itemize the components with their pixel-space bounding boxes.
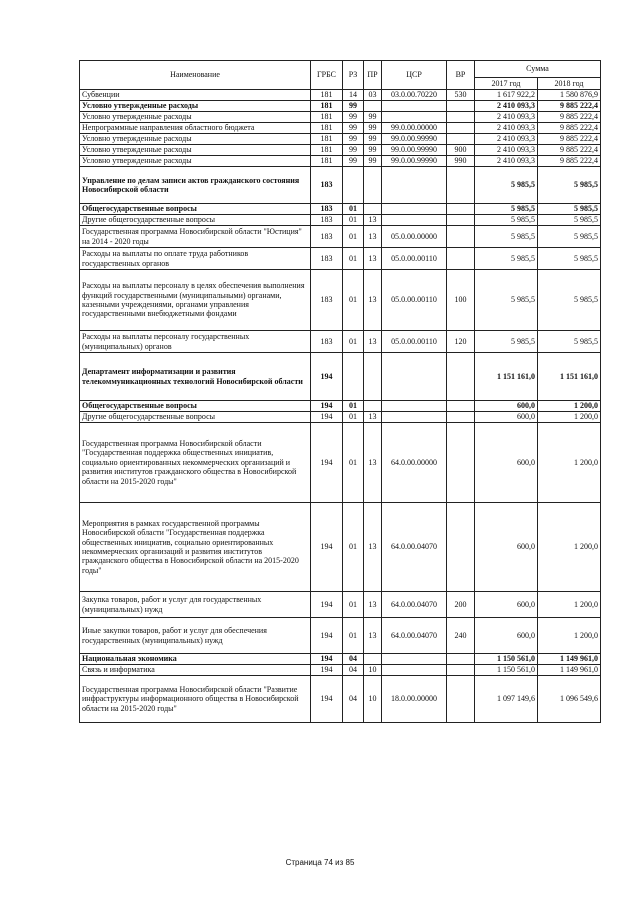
cell-y2017: 600,0 (475, 503, 538, 592)
cell-name: Условно утвержденные расходы (80, 134, 311, 145)
cell-vr: 990 (447, 156, 475, 167)
cell-csr: 05.0.00.00110 (382, 270, 447, 331)
header-name: Наименование (80, 61, 311, 90)
cell-csr: 99.0.00.99990 (382, 156, 447, 167)
cell-rz: 01 (343, 618, 364, 654)
cell-y2018: 5 985,5 (538, 215, 601, 226)
table-row (80, 676, 601, 723)
cell-grbs: 183 (311, 331, 343, 353)
cell-rz: 01 (343, 226, 364, 248)
table-row (80, 90, 601, 101)
cell-grbs: 194 (311, 353, 343, 401)
cell-pr (364, 353, 382, 401)
cell-vr (447, 167, 475, 204)
cell-rz: 04 (343, 676, 364, 723)
cell-csr (382, 167, 447, 204)
cell-rz: 99 (343, 101, 364, 112)
table-row (80, 156, 601, 167)
cell-csr: 05.0.00.00110 (382, 331, 447, 353)
cell-y2018: 5 985,5 (538, 331, 601, 353)
cell-grbs: 194 (311, 665, 343, 676)
cell-grbs: 181 (311, 112, 343, 123)
cell-vr (447, 134, 475, 145)
cell-csr (382, 665, 447, 676)
table-row (80, 101, 601, 112)
cell-pr: 13 (364, 270, 382, 331)
header-year-2018: 2018 год (538, 78, 601, 90)
cell-name: Государственная программа Новосибирской области "Юстиция" на 2014 - 2020 годы (80, 226, 311, 248)
cell-grbs: 181 (311, 90, 343, 101)
cell-y2017: 2 410 093,3 (475, 156, 538, 167)
cell-vr (447, 353, 475, 401)
cell-y2018: 9 885 222,4 (538, 134, 601, 145)
cell-y2018: 1 580 876,9 (538, 90, 601, 101)
cell-rz: 01 (343, 204, 364, 215)
cell-vr (447, 412, 475, 423)
cell-rz: 01 (343, 270, 364, 331)
table-row (80, 270, 601, 331)
cell-vr (447, 676, 475, 723)
table-row (80, 654, 601, 665)
cell-vr (447, 112, 475, 123)
cell-y2018: 1 200,0 (538, 618, 601, 654)
cell-csr: 18.0.00.00000 (382, 676, 447, 723)
header-csr: ЦСР (382, 61, 447, 90)
cell-y2017: 5 985,5 (475, 226, 538, 248)
cell-rz: 99 (343, 156, 364, 167)
cell-name: Условно утвержденные расходы (80, 112, 311, 123)
cell-grbs: 181 (311, 134, 343, 145)
cell-name: Департамент информатизации и развития телекоммуникационных технологий Новосибирской области (80, 353, 311, 401)
cell-pr (364, 167, 382, 204)
cell-y2017: 600,0 (475, 412, 538, 423)
cell-y2017: 600,0 (475, 592, 538, 618)
cell-y2017: 5 985,5 (475, 167, 538, 204)
cell-y2018: 5 985,5 (538, 270, 601, 331)
cell-y2017: 5 985,5 (475, 215, 538, 226)
cell-grbs: 183 (311, 248, 343, 270)
cell-rz: 01 (343, 331, 364, 353)
cell-y2017: 2 410 093,3 (475, 123, 538, 134)
cell-name: Условно утвержденные расходы (80, 145, 311, 156)
cell-pr: 13 (364, 412, 382, 423)
cell-grbs: 183 (311, 204, 343, 215)
cell-grbs: 194 (311, 676, 343, 723)
page-footer (0, 858, 640, 867)
cell-rz: 01 (343, 423, 364, 503)
cell-y2018: 5 985,5 (538, 167, 601, 204)
cell-csr (382, 401, 447, 412)
budget-table (79, 60, 601, 723)
cell-name: Субвенции (80, 90, 311, 101)
cell-pr: 13 (364, 331, 382, 353)
cell-y2018: 5 985,5 (538, 204, 601, 215)
cell-y2017: 1 617 922,2 (475, 90, 538, 101)
cell-csr: 05.0.00.00000 (382, 226, 447, 248)
cell-grbs: 183 (311, 270, 343, 331)
cell-y2018: 1 200,0 (538, 401, 601, 412)
cell-y2018: 9 885 222,4 (538, 123, 601, 134)
table-row (80, 592, 601, 618)
cell-pr: 13 (364, 215, 382, 226)
cell-csr: 64.0.00.04070 (382, 503, 447, 592)
table-row (80, 167, 601, 204)
cell-name: Управление по делам записи актов гражданского состояния Новосибирской области (80, 167, 311, 204)
cell-pr: 99 (364, 134, 382, 145)
cell-pr (364, 101, 382, 112)
cell-y2018: 1 096 549,6 (538, 676, 601, 723)
cell-y2017: 1 150 561,0 (475, 654, 538, 665)
cell-vr (447, 654, 475, 665)
cell-y2017: 5 985,5 (475, 270, 538, 331)
cell-y2018: 1 149 961,0 (538, 665, 601, 676)
cell-csr: 03.0.00.70220 (382, 90, 447, 101)
table-row (80, 123, 601, 134)
cell-name: Условно утвержденные расходы (80, 101, 311, 112)
cell-grbs: 183 (311, 167, 343, 204)
cell-csr: 64.0.00.04070 (382, 592, 447, 618)
cell-y2017: 5 985,5 (475, 331, 538, 353)
cell-y2017: 5 985,5 (475, 248, 538, 270)
cell-grbs: 181 (311, 145, 343, 156)
cell-name: Расходы на выплаты персоналу государственных (муниципальных) органов (80, 331, 311, 353)
header-rz: РЗ (343, 61, 364, 90)
cell-name: Государственная программа Новосибирской области "Развитие инфраструктуры информационного общества в Новосибирской области на 2015-2020 годы" (80, 676, 311, 723)
header-year-2017: 2017 год (475, 78, 538, 90)
cell-csr: 99.0.00.00000 (382, 123, 447, 134)
cell-csr (382, 412, 447, 423)
table-row (80, 331, 601, 353)
cell-vr: 530 (447, 90, 475, 101)
cell-y2018: 1 200,0 (538, 503, 601, 592)
cell-rz: 01 (343, 248, 364, 270)
cell-rz (343, 167, 364, 204)
cell-rz: 99 (343, 112, 364, 123)
cell-pr: 13 (364, 592, 382, 618)
table-row (80, 112, 601, 123)
header-vr: ВР (447, 61, 475, 90)
cell-grbs: 194 (311, 412, 343, 423)
cell-rz: 14 (343, 90, 364, 101)
cell-name: Условно утвержденные расходы (80, 156, 311, 167)
cell-grbs: 194 (311, 401, 343, 412)
cell-rz: 01 (343, 592, 364, 618)
cell-name: Закупка товаров, работ и услуг для государственных (муниципальных) нужд (80, 592, 311, 618)
cell-vr: 240 (447, 618, 475, 654)
table-row (80, 401, 601, 412)
cell-y2018: 1 200,0 (538, 412, 601, 423)
page-number: Страница 74 из 85 (285, 858, 355, 867)
table-row (80, 618, 601, 654)
cell-vr (447, 423, 475, 503)
table-row (80, 412, 601, 423)
header-pr: ПР (364, 61, 382, 90)
cell-vr: 200 (447, 592, 475, 618)
cell-y2018: 5 985,5 (538, 226, 601, 248)
cell-y2018: 1 200,0 (538, 592, 601, 618)
cell-csr: 99.0.00.99990 (382, 145, 447, 156)
cell-rz: 01 (343, 401, 364, 412)
cell-vr (447, 215, 475, 226)
cell-vr (447, 401, 475, 412)
table-row (80, 248, 601, 270)
cell-y2017: 2 410 093,3 (475, 101, 538, 112)
table-row (80, 215, 601, 226)
cell-vr (447, 665, 475, 676)
cell-grbs: 194 (311, 654, 343, 665)
cell-csr (382, 112, 447, 123)
cell-grbs: 181 (311, 101, 343, 112)
cell-name: Связь и информатика (80, 665, 311, 676)
cell-pr: 10 (364, 665, 382, 676)
cell-vr (447, 101, 475, 112)
cell-vr (447, 226, 475, 248)
cell-pr: 99 (364, 123, 382, 134)
cell-vr: 100 (447, 270, 475, 331)
cell-grbs: 194 (311, 503, 343, 592)
cell-rz: 04 (343, 665, 364, 676)
cell-name: Общегосударственные вопросы (80, 401, 311, 412)
table-header (80, 61, 601, 90)
table-row (80, 134, 601, 145)
cell-y2017: 2 410 093,3 (475, 134, 538, 145)
cell-name: Иные закупки товаров, работ и услуг для обеспечения государственных (муниципальных) нужд (80, 618, 311, 654)
cell-pr: 13 (364, 618, 382, 654)
cell-grbs: 181 (311, 156, 343, 167)
cell-csr: 99.0.00.99990 (382, 134, 447, 145)
table-row (80, 423, 601, 503)
cell-y2017: 600,0 (475, 618, 538, 654)
cell-vr (447, 123, 475, 134)
cell-name: Национальная экономика (80, 654, 311, 665)
cell-grbs: 181 (311, 123, 343, 134)
cell-grbs: 183 (311, 215, 343, 226)
cell-grbs: 183 (311, 226, 343, 248)
table-row (80, 226, 601, 248)
table-row (80, 204, 601, 215)
cell-name: Мероприятия в рамках государственной программы Новосибирской области "Государственная поддержка общественных инициатив, социально ориентированных некоммерческих организаций и развития институтов гражданского общества в Новосибирской области на 2015-2020 годы" (80, 503, 311, 592)
cell-pr: 13 (364, 226, 382, 248)
cell-y2018: 1 200,0 (538, 423, 601, 503)
cell-name: Другие общегосударственные вопросы (80, 215, 311, 226)
cell-rz: 99 (343, 145, 364, 156)
cell-pr: 10 (364, 676, 382, 723)
cell-y2017: 600,0 (475, 423, 538, 503)
cell-y2017: 600,0 (475, 401, 538, 412)
cell-name: Государственная программа Новосибирской области "Государственная поддержка общественных инициатив, социально ориентированных некоммерческих организаций и развития институтов гражданского общества в Новосибирской области на 2015-2020 годы" (80, 423, 311, 503)
cell-y2018: 9 885 222,4 (538, 145, 601, 156)
cell-rz: 01 (343, 215, 364, 226)
cell-grbs: 194 (311, 592, 343, 618)
cell-name: Общегосударственные вопросы (80, 204, 311, 215)
cell-vr (447, 204, 475, 215)
cell-y2018: 1 149 961,0 (538, 654, 601, 665)
cell-pr (364, 204, 382, 215)
cell-y2017: 1 097 149,6 (475, 676, 538, 723)
cell-csr (382, 353, 447, 401)
cell-grbs: 194 (311, 618, 343, 654)
cell-csr: 05.0.00.00110 (382, 248, 447, 270)
cell-grbs: 194 (311, 423, 343, 503)
cell-pr: 99 (364, 112, 382, 123)
cell-rz: 01 (343, 503, 364, 592)
cell-y2017: 1 150 561,0 (475, 665, 538, 676)
cell-vr: 900 (447, 145, 475, 156)
cell-y2018: 9 885 222,4 (538, 101, 601, 112)
cell-pr (364, 654, 382, 665)
header-sum: Сумма (475, 61, 601, 78)
cell-pr: 99 (364, 145, 382, 156)
cell-pr: 03 (364, 90, 382, 101)
cell-csr: 64.0.00.04070 (382, 618, 447, 654)
cell-rz: 01 (343, 412, 364, 423)
cell-vr (447, 503, 475, 592)
cell-y2017: 2 410 093,3 (475, 145, 538, 156)
cell-csr (382, 215, 447, 226)
cell-csr (382, 101, 447, 112)
table-body (80, 90, 601, 723)
table-row (80, 665, 601, 676)
cell-name: Расходы на выплаты по оплате труда работников государственных органов (80, 248, 311, 270)
cell-rz (343, 353, 364, 401)
cell-rz: 04 (343, 654, 364, 665)
cell-y2018: 9 885 222,4 (538, 156, 601, 167)
table-row (80, 145, 601, 156)
cell-y2018: 1 151 161,0 (538, 353, 601, 401)
cell-pr: 99 (364, 156, 382, 167)
cell-name: Непрограммные направления областного бюджета (80, 123, 311, 134)
cell-y2017: 1 151 161,0 (475, 353, 538, 401)
cell-y2018: 9 885 222,4 (538, 112, 601, 123)
table-row (80, 353, 601, 401)
cell-pr: 13 (364, 503, 382, 592)
cell-pr (364, 401, 382, 412)
cell-pr: 13 (364, 248, 382, 270)
cell-csr (382, 654, 447, 665)
cell-pr: 13 (364, 423, 382, 503)
cell-vr: 120 (447, 331, 475, 353)
cell-y2018: 5 985,5 (538, 248, 601, 270)
cell-vr (447, 248, 475, 270)
cell-name: Расходы на выплаты персоналу в целях обеспечения выполнения функций государственными (муниципальными) органами, казенными учреждениями, органами управления государственными внебюджетными фондами (80, 270, 311, 331)
cell-name: Другие общегосударственные вопросы (80, 412, 311, 423)
cell-csr: 64.0.00.00000 (382, 423, 447, 503)
cell-y2017: 2 410 093,3 (475, 112, 538, 123)
cell-csr (382, 204, 447, 215)
cell-rz: 99 (343, 123, 364, 134)
cell-rz: 99 (343, 134, 364, 145)
header-grbs: ГРБС (311, 61, 343, 90)
cell-y2017: 5 985,5 (475, 204, 538, 215)
table-row (80, 503, 601, 592)
